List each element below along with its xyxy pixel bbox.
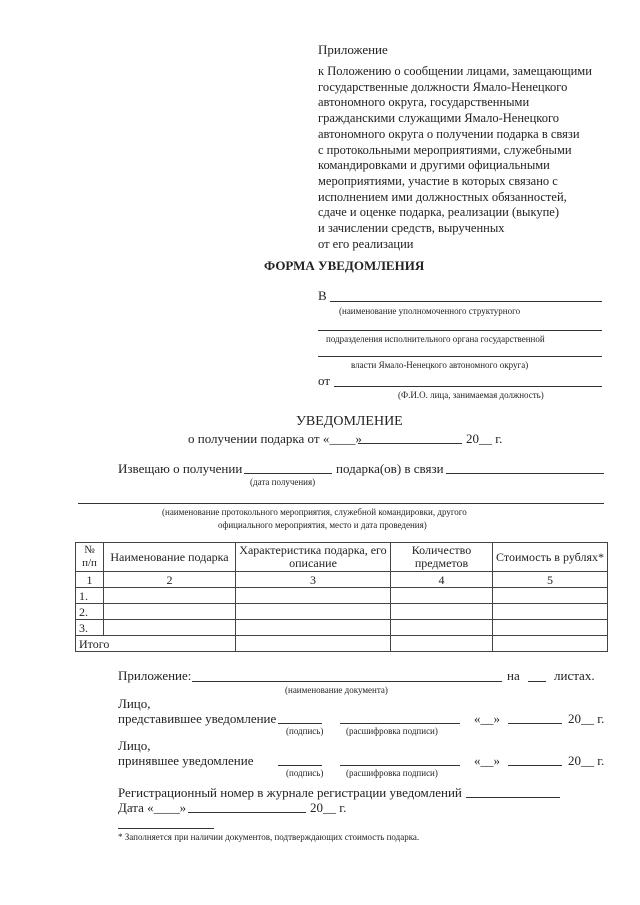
- submitter-date-q: «__»: [474, 711, 500, 726]
- cell-cost[interactable]: [493, 604, 608, 620]
- event-hint-1: (наименование протокольного мероприятия, служебной командировки, другого: [162, 507, 467, 517]
- appendix-line: с протокольными мероприятиями, служебными: [318, 142, 572, 157]
- notice-subtitle-a: о получении подарка от «____»: [188, 431, 362, 446]
- total-cost[interactable]: [493, 636, 608, 652]
- registration-date-line[interactable]: [188, 812, 306, 813]
- attachment-doc-line[interactable]: [192, 681, 502, 682]
- cell-desc[interactable]: [236, 588, 391, 604]
- registration-year: 20__ г.: [310, 800, 347, 815]
- cell-cost[interactable]: [493, 588, 608, 604]
- appendix-line: и зачислении средств, вырученных: [318, 221, 505, 236]
- registration-number-line[interactable]: [466, 797, 560, 798]
- appendix-line: государственные должности Ямало-Ненецкого: [318, 79, 568, 94]
- cell-cost[interactable]: [493, 620, 608, 636]
- appendix-line: автономного округа, государственными: [318, 95, 530, 110]
- appendix-line: мероприятиями, участие в которых связано с: [318, 173, 558, 188]
- notice-subtitle-b: 20__ г.: [466, 431, 503, 446]
- appendix-line: сдаче и оценке подарка, реализации (выкупе): [318, 205, 559, 220]
- registration-label: Регистрационный номер в журнале регистрации уведомлений: [118, 785, 462, 800]
- submitter-decode-line[interactable]: [340, 723, 460, 724]
- submitter-sign-line[interactable]: [278, 723, 322, 724]
- table-header-row: [76, 543, 608, 572]
- attachment-label: Приложение:: [118, 668, 192, 683]
- total-desc[interactable]: [236, 636, 391, 652]
- cell-qty[interactable]: [391, 588, 493, 604]
- submitter-sign-hint: (подпись): [286, 726, 324, 736]
- event-hint-2: официального мероприятия, место и дата проведения): [218, 520, 427, 530]
- footnote-divider: [118, 828, 214, 829]
- attachment-hint: (наименование документа): [285, 685, 388, 695]
- cell-name[interactable]: [104, 620, 236, 636]
- index-cell: 3: [236, 572, 391, 588]
- appendix-text: [318, 64, 618, 252]
- total-qty[interactable]: [391, 636, 493, 652]
- cell-name[interactable]: [104, 588, 236, 604]
- notice-date-line[interactable]: [358, 443, 462, 444]
- row-num: 2.: [76, 604, 104, 620]
- from-hint: (Ф.И.О. лица, занимаемая должность): [398, 390, 544, 400]
- cell-name[interactable]: [104, 604, 236, 620]
- cell-qty[interactable]: [391, 604, 493, 620]
- to-field-line-3[interactable]: [318, 356, 602, 357]
- table-index-row: [76, 572, 608, 588]
- to-hint-3: власти Ямало-Ненецкого автономного округа): [351, 360, 529, 370]
- footnote: * Заполняется при наличии документов, подтверждающих стоимость подарка.: [118, 832, 420, 842]
- index-cell: 5: [493, 572, 608, 588]
- header-name: Наименование подарка: [104, 543, 236, 572]
- cell-qty[interactable]: [391, 620, 493, 636]
- receiver-year: 20__ г.: [568, 753, 605, 768]
- index-cell: 2: [104, 572, 236, 588]
- submitter-line-1: Лицо,: [118, 696, 151, 711]
- appendix-line: к Положению о сообщении лицами, замещающими: [318, 64, 592, 78]
- inform-text-b: подарка(ов) в связи: [336, 461, 444, 476]
- row-num: 3.: [76, 620, 104, 636]
- event-line-1[interactable]: [446, 473, 604, 474]
- receiver-line-2: принявшее уведомление: [118, 753, 254, 768]
- submitter-line-2: представившее уведомление: [118, 711, 277, 726]
- receipt-date-line[interactable]: [244, 473, 332, 474]
- appendix-line: гражданскими служащими Ямало-Ненецкого: [318, 111, 560, 126]
- registration-date-label: Дата «____»: [118, 800, 187, 815]
- table-row: [76, 604, 608, 620]
- to-hint-1: (наименование уполномоченного структурного: [339, 306, 521, 316]
- total-label: Итого: [76, 636, 236, 652]
- receiver-date-q: «__»: [474, 753, 500, 768]
- attachment-sheets: листах.: [554, 668, 595, 683]
- appendix-line: от его реализации: [318, 236, 414, 251]
- appendix-line: командировками и другими официальными: [318, 158, 550, 173]
- row-num: 1.: [76, 588, 104, 604]
- from-prefix: от: [318, 373, 331, 388]
- table-row: [76, 588, 608, 604]
- submitter-date-line[interactable]: [508, 723, 562, 724]
- event-line-2[interactable]: [78, 503, 604, 504]
- submitter-year: 20__ г.: [568, 711, 605, 726]
- form-title: ФОРМА УВЕДОМЛЕНИЯ: [264, 258, 425, 273]
- cell-desc[interactable]: [236, 604, 391, 620]
- appendix-line: автономного округа о получении подарка в связи: [318, 126, 580, 141]
- cell-desc[interactable]: [236, 620, 391, 636]
- header-cost: Стоимость в рублях*: [493, 543, 608, 572]
- header-desc: Характеристика подарка, его описание: [236, 543, 391, 572]
- notice-title: УВЕДОМЛЕНИЕ: [296, 414, 403, 429]
- header-num: № п/п: [76, 543, 104, 572]
- receiver-line-1: Лицо,: [118, 738, 151, 753]
- gifts-table: [75, 542, 608, 652]
- receiver-sign-line[interactable]: [278, 765, 322, 766]
- appendix-line: исполнением ими должностных обязанностей,: [318, 189, 567, 204]
- to-hint-2: подразделения исполнительного органа государственной: [326, 334, 545, 344]
- inform-text-a: Извещаю о получении: [118, 461, 243, 476]
- to-field-line[interactable]: [330, 301, 602, 302]
- to-field-line-2[interactable]: [318, 330, 602, 331]
- to-prefix: В: [318, 288, 327, 303]
- appendix-title: Приложение: [318, 42, 388, 57]
- submitter-decode-hint: (расшифровка подписи): [346, 726, 438, 736]
- attachment-on: на: [507, 668, 520, 683]
- attachment-sheets-line[interactable]: [528, 681, 546, 682]
- table-total-row: [76, 636, 608, 652]
- index-cell: 1: [76, 572, 104, 588]
- table-row: [76, 620, 608, 636]
- date-hint: (дата получения): [250, 477, 316, 487]
- receiver-sign-hint: (подпись): [286, 768, 324, 778]
- receiver-decode-line[interactable]: [340, 765, 460, 766]
- from-field-line[interactable]: [334, 386, 602, 387]
- index-cell: 4: [391, 572, 493, 588]
- receiver-decode-hint: (расшифровка подписи): [346, 768, 438, 778]
- receiver-date-line[interactable]: [508, 765, 562, 766]
- header-qty: Количество предметов: [391, 543, 493, 572]
